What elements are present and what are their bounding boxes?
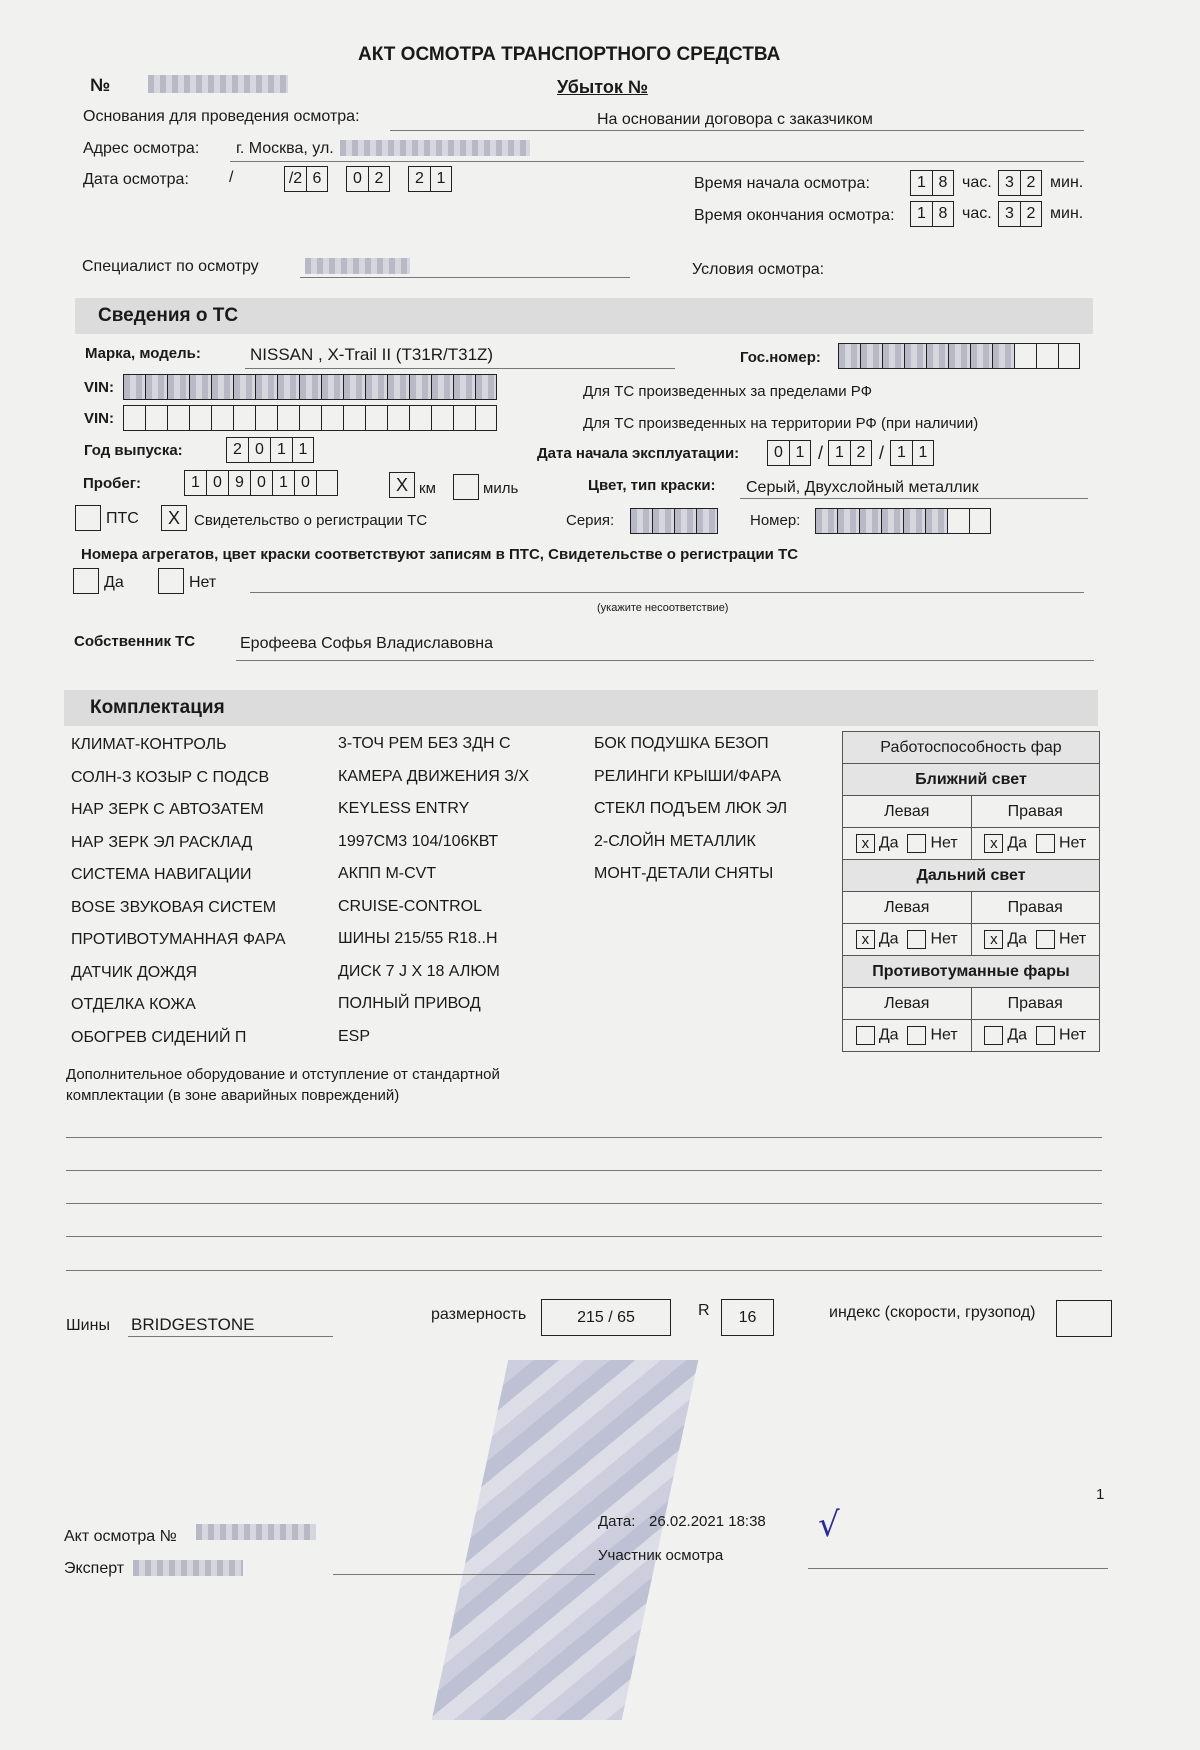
fog-left-label: Левая [843,988,972,1020]
equipment-item: КАМЕРА ДВИЖЕНИЯ З/Х [338,767,529,785]
yes-label: Да [1007,834,1028,852]
time-digit: 2 [1020,170,1042,196]
tires-brand: BRIDGESTONE [131,1315,255,1334]
vin-box [365,374,387,400]
date-label: Дата осмотра: [83,171,189,188]
plate-box [838,343,860,369]
low-beam-left-options [843,828,972,860]
equipment-item: НАР ЗЕРК ЭЛ РАСКЛАД [71,833,253,851]
plate-box [882,343,904,369]
tire-index-box [1056,1300,1112,1337]
headlights-table [842,731,1100,1052]
vin-box [299,405,321,431]
footer-date-label: Дата: [598,1513,636,1530]
series-box [630,508,652,534]
fog-right-label: Правая [971,988,1100,1020]
vin-box [299,374,321,400]
vin-box [255,374,277,400]
low-beam-title: Ближний свет [843,764,1100,796]
yes-label: Да [1007,1026,1028,1044]
address-value: г. Москва, ул. [236,140,334,157]
km-label: км [419,480,436,497]
vin-box [453,374,475,400]
no-label: Нет [930,930,958,948]
vin-box [123,405,145,431]
vin-box [277,374,299,400]
vin-box [233,405,255,431]
match-no-label: Нет [189,574,217,591]
start-digit: 1 [890,440,912,466]
address-underline [230,161,1084,162]
pts-label: ПТС [106,510,139,527]
vin-box [189,405,211,431]
registration-label: Свидетельство о регистрации ТС [194,512,428,529]
color-underline [740,498,1088,499]
low-beam-right-options [971,828,1100,860]
plate-box [948,343,970,369]
equipment-item: ПРОТИВОТУМАННАЯ ФАРА [71,931,286,948]
extra-line [66,1170,1102,1171]
start-day-boxes [767,440,811,466]
participant-signature-line [808,1568,1108,1569]
vin-box [189,374,211,400]
equipment-item: ОТДЕЛКА КОЖА [71,996,196,1013]
equipment-item: СОЛН-З КОЗЫР С ПОДСВ [71,768,270,786]
equipment-item: РЕЛИНГИ КРЫШИ/ФАРА [594,767,782,785]
start-year-boxes [890,440,934,466]
equipment-item: CRUISE-CONTROL [338,897,483,915]
page-number: 1 [1096,1486,1105,1503]
start-digit: 1 [789,440,811,466]
vin-box [211,405,233,431]
fog-lights-title: Противотуманные фары [843,956,1100,988]
vin-box [211,374,233,400]
doc-number-box [903,508,925,534]
owner-label: Собственник ТС [74,633,196,650]
high-right-yes-checkbox[interactable]: x [984,930,1003,949]
tire-r-label: R [698,1302,710,1319]
vin-box [387,405,409,431]
equipment-item: ДИСК 7 J X 18 АЛЮМ [338,962,500,980]
time-end-minutes [998,201,1042,227]
vin-label: VIN: [84,379,114,396]
color-label: Цвет, тип краски: [588,477,716,494]
redacted-expert [133,1560,243,1576]
yes-label: Да [878,834,899,852]
equipment-item: МОНТ-ДЕТАЛИ СНЯТЫ [594,865,774,882]
redacted-specialist [305,258,410,274]
extra-line [66,1203,1102,1204]
tire-size-box: 215 / 65 [541,1299,671,1336]
no-label: Нет [930,1026,958,1044]
plate-label: Гос.номер: [740,349,821,366]
high-left-no-checkbox[interactable] [907,930,926,949]
act-number-label: № [90,75,111,95]
start-date-label: Дата начала эксплуатации: [537,445,740,462]
tire-size-label: размерность [431,1306,527,1323]
equipment-column-1 [71,729,286,1054]
match-no-checkbox[interactable] [158,568,184,594]
year-digit: 1 [270,437,292,463]
doc-number-boxes [815,508,991,534]
extra-line [66,1137,1102,1138]
mileage-digit: 0 [206,470,228,496]
vin-box [123,374,145,400]
vin-domestic-boxes [123,405,497,431]
series-box [674,508,696,534]
high-beam-title: Дальний свет [843,860,1100,892]
low-right-no-checkbox[interactable] [1036,834,1055,853]
match-yes-checkbox[interactable] [73,568,99,594]
time-end-label: Время окончания осмотра: [694,207,895,224]
vin-domestic-note: Для ТС произведенных на территории РФ (при наличии) [583,415,979,432]
time-digit: 8 [932,170,954,196]
equipment-item: ДАТЧИК ДОЖДЯ [71,963,198,981]
hour-unit: час. [962,174,992,191]
blurred-signature [432,1360,699,1720]
vin-box [365,405,387,431]
date-digit: /2 [284,166,306,192]
mile-label: миль [483,480,519,497]
mileage-digit: 1 [272,470,294,496]
low-left-no-checkbox[interactable] [907,834,926,853]
equipment-item: 2-СЛОЙН МЕТАЛЛИК [594,832,756,850]
tires-brand-underline [128,1336,333,1337]
vin-box [167,405,189,431]
footer-date-value: 26.02.2021 18:38 [649,1513,766,1530]
fog-left-yes-checkbox[interactable] [856,1026,875,1045]
mileage-digit [316,470,338,496]
equipment-column-2 [338,728,529,1053]
fog-right-no-checkbox[interactable] [1036,1026,1055,1045]
vin-box [409,405,431,431]
time-end-hours [910,201,954,227]
doc-number-box [969,508,991,534]
document-title: АКТ ОСМОТРА ТРАНСПОРТНОГО СРЕДСТВА [358,44,781,65]
date-digit: 6 [306,166,328,192]
time-digit: 8 [932,201,954,227]
owner-underline [236,660,1094,661]
date-separator: / [879,443,885,463]
equipment-item: BOSE ЗВУКОВАЯ СИСТЕМ [71,898,277,916]
date-year-boxes [408,166,452,192]
high-beam-right-label: Правая [971,892,1100,924]
low-beam-left-label: Левая [843,796,972,828]
mileage-digit: 0 [294,470,316,496]
doc-number-box [815,508,837,534]
date-digit: 2 [368,166,390,192]
plate-box [904,343,926,369]
date-digit: 1 [430,166,452,192]
plate-box [1036,343,1058,369]
start-month-boxes [828,440,872,466]
model-value: NISSAN , X-Trail II (T31R/T31Z) [250,345,494,364]
time-start-hours [910,170,954,196]
start-digit: 1 [828,440,850,466]
vin-foreign-boxes [123,374,497,400]
address-label: Адрес осмотра: [83,140,200,157]
equipment-item: НАР ЗЕРК С АВТОЗАТЕМ [71,801,264,818]
basis-underline [390,130,1084,131]
series-label: Серия: [566,512,615,529]
date-separator: / [818,443,824,463]
mileage-label: Пробег: [83,475,141,492]
plate-box [1058,343,1080,369]
equipment-item: 3-ТОЧ РЕМ БЕЗ ЗДН С [338,735,511,752]
mismatch-underline [250,592,1084,593]
start-digit: 2 [850,440,872,466]
mileage-digit: 0 [250,470,272,496]
equipment-item: ESP [338,1027,371,1045]
no-label: Нет [1058,834,1087,852]
vin-box [233,374,255,400]
high-beam-right-options [971,924,1100,956]
vin-box [387,374,409,400]
time-digit: 1 [910,201,932,227]
extra-line [66,1270,1102,1271]
year-digit: 0 [248,437,270,463]
equipment-item: СТЕКЛ ПОДЪЕМ ЛЮК ЭЛ [594,800,788,817]
color-value: Серый, Двухслойный металлик [746,479,979,496]
doc-number-box [881,508,903,534]
tire-radius-box: 16 [721,1299,774,1336]
extra-equipment-label-2: комплектации (в зоне аварийных повреждений) [66,1087,400,1104]
equipment-column-3 [594,728,787,891]
no-label: Нет [1058,1026,1087,1044]
equipment-item: ШИНЫ 215/55 R18..H [338,930,498,947]
equipment-item: ПОЛНЫЙ ПРИВОД [338,995,481,1012]
mileage-digit: 9 [228,470,250,496]
high-beam-left-options [843,924,972,956]
vin-box [475,405,497,431]
high-left-yes-checkbox[interactable]: x [856,930,875,949]
vin-foreign-note: Для ТС произведенных за пределами РФ [583,383,873,400]
doc-number-box [925,508,947,534]
vin-box [431,405,453,431]
high-right-no-checkbox[interactable] [1036,930,1055,949]
vin-box [475,374,497,400]
match-yes-label: Да [104,574,124,591]
vin-box [321,405,343,431]
no-label: Нет [930,834,958,852]
vin-box [453,405,475,431]
signature-checkmark: √ [818,1505,840,1545]
model-label: Марка, модель: [85,345,201,362]
high-beam-left-label: Левая [843,892,972,924]
doc-number-box [859,508,881,534]
yes-label: Да [878,1026,899,1044]
mismatch-hint: (укажите несоответствие) [597,602,729,614]
plate-boxes [838,343,1080,369]
fog-left-no-checkbox[interactable] [907,1026,926,1045]
vin-box [321,374,343,400]
doc-number-label: Номер: [750,512,801,529]
doc-number-box [837,508,859,534]
basis-value: На основании договора с заказчиком [597,111,873,128]
equipment-item: АКПП M-CVT [338,865,437,882]
plate-box [926,343,948,369]
plate-box [992,343,1014,369]
participant-label: Участник осмотра [598,1547,724,1564]
date-month-boxes [346,166,390,192]
equipment-item: 1997СМ3 104/106КВТ [338,832,499,850]
equipment-item: КЛИМАТ-КОНТРОЛЬ [71,736,227,753]
tires-label: Шины [66,1317,110,1334]
vin-box [145,374,167,400]
doc-number-box [947,508,969,534]
mileage-boxes [184,470,338,496]
plate-box [860,343,882,369]
basis-label: Основания для проведения осмотра: [83,108,360,125]
low-right-yes-checkbox[interactable]: x [984,834,1003,853]
extra-line [66,1236,1102,1237]
low-beam-right-label: Правая [971,796,1100,828]
specialist-underline [300,277,630,278]
vin-box [145,405,167,431]
equipment-section-title: Комплектация [90,697,225,718]
equipment-item: ОБОГРЕВ СИДЕНИЙ П [71,1028,247,1046]
minute-unit: мин. [1050,205,1084,222]
match-statement: Номера агрегатов, цвет краски соответствуют записям в ПТС, Свидетельстве о регистрации ТС [81,546,799,563]
vin-box [255,405,277,431]
vin-box [343,405,365,431]
conditions-label: Условия осмотра: [692,261,825,278]
date-day-boxes [284,166,328,192]
tire-index-label: индекс (скорости, грузопод) [829,1304,1036,1321]
time-start-minutes [998,170,1042,196]
loss-number-label: Убыток № [557,77,648,97]
vin-box [409,374,431,400]
vin-label: VIN: [84,410,114,427]
redacted-act-footer [196,1524,316,1540]
act-number-footer-label: Акт осмотра № [64,1528,177,1545]
time-digit: 3 [998,201,1020,227]
pts-checkbox[interactable] [75,505,101,531]
yes-label: Да [1007,930,1028,948]
model-underline [245,368,675,369]
specialist-label: Специалист по осмотру [82,258,259,275]
equipment-item: БОК ПОДУШКА БЕЗОП [594,735,769,752]
year-label: Год выпуска: [84,442,183,459]
year-digit: 1 [292,437,314,463]
equipment-item: СИСТЕМА НАВИГАЦИИ [71,866,252,883]
vin-box [431,374,453,400]
year-digit: 2 [226,437,248,463]
equipment-item: KEYLESS ENTRY [338,800,470,817]
hour-unit: час. [962,205,992,222]
low-left-yes-checkbox[interactable]: x [856,834,875,853]
headlights-title: Работоспособность фар [843,732,1100,764]
start-digit: 0 [767,440,789,466]
expert-label: Эксперт [64,1560,125,1577]
redacted-act-number [148,75,288,93]
redacted-address [340,140,530,156]
series-boxes [630,508,718,534]
plate-box [1014,343,1036,369]
series-box [696,508,718,534]
expert-signature-line [333,1574,595,1575]
owner-value: Ерофеева Софья Владиславовна [240,635,494,652]
minute-unit: мин. [1050,174,1084,191]
series-box [652,508,674,534]
no-label: Нет [1058,930,1087,948]
mileage-digit: 1 [184,470,206,496]
fog-right-yes-checkbox[interactable] [984,1026,1003,1045]
fog-right-options [971,1020,1100,1052]
vin-box [277,405,299,431]
time-digit: 2 [1020,201,1042,227]
time-digit: 1 [910,170,932,196]
year-boxes [226,437,314,463]
km-checkbox[interactable]: X [389,472,415,498]
registration-checkbox[interactable]: X [161,505,187,531]
yes-label: Да [878,930,899,948]
date-slash: / [229,169,234,186]
vin-box [167,374,189,400]
start-digit: 1 [912,440,934,466]
extra-equipment-label-1: Дополнительное оборудование и отступление от стандартной [66,1066,500,1083]
time-start-label: Время начала осмотра: [694,175,870,192]
date-digit: 2 [408,166,430,192]
mile-checkbox[interactable] [453,474,479,500]
fog-left-options [843,1020,972,1052]
plate-box [970,343,992,369]
date-digit: 0 [346,166,368,192]
time-digit: 3 [998,170,1020,196]
vehicle-section-title: Сведения о ТС [98,305,239,326]
vin-box [343,374,365,400]
